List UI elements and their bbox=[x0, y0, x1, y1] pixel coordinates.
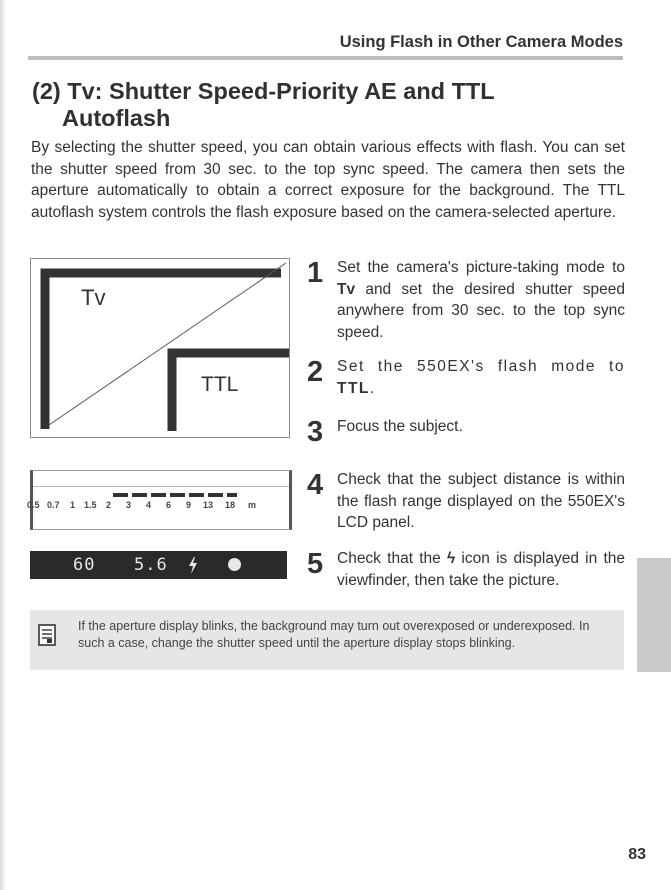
page-number: 83 bbox=[628, 846, 646, 863]
note-box bbox=[30, 610, 624, 670]
scale-label: 0.7 bbox=[47, 500, 60, 510]
scale-label: 2 bbox=[106, 500, 112, 510]
header-rule bbox=[28, 56, 623, 60]
scale-label: 0.5 bbox=[27, 500, 40, 510]
scale-label: 18 bbox=[225, 500, 236, 510]
viewfinder-shutter-speed: 60 bbox=[73, 555, 96, 575]
step-number: 5 bbox=[307, 548, 324, 580]
step-number: 1 bbox=[307, 257, 324, 289]
step-number: 4 bbox=[307, 469, 324, 501]
flash-ready-icon bbox=[188, 557, 198, 574]
step-number: 2 bbox=[307, 356, 324, 388]
step-text: Focus the subject. bbox=[337, 418, 463, 435]
scale-label: m bbox=[248, 500, 257, 510]
section-title bbox=[32, 78, 572, 132]
focus-confirm-icon bbox=[228, 558, 241, 571]
mode-illustration bbox=[30, 258, 290, 438]
scale-label: 6 bbox=[166, 500, 172, 510]
ttl-mode-label: TTL bbox=[201, 373, 239, 396]
flash-icon-glyph: ϟ bbox=[446, 550, 456, 567]
mode-diagram bbox=[31, 259, 289, 437]
scale-label: 3 bbox=[126, 500, 132, 510]
tv-mode-label: Tv bbox=[81, 285, 106, 310]
step-text: Set the 550EX's flash mode to TTL. bbox=[337, 358, 625, 397]
scale-label: 1.5 bbox=[84, 500, 97, 510]
viewfinder-display bbox=[30, 551, 287, 579]
scale-label: 4 bbox=[146, 500, 152, 510]
flash-range-bar bbox=[113, 493, 237, 497]
step-text: Set the camera's picture-taking mode to Tv and set the desired shutter speed anywhere from 30 sec. to the top sync speed. bbox=[337, 259, 625, 341]
step-text: Check that the ϟ icon is displayed in the viewfinder, then take the picture. bbox=[337, 550, 625, 589]
scale-label: 1 bbox=[70, 500, 76, 510]
running-header: Using Flash in Other Camera Modes bbox=[339, 33, 623, 51]
chapter-side-tab bbox=[637, 558, 671, 672]
step-text: Check that the subject distance is within the flash range displayed on the 550EX's LCD panel. bbox=[337, 471, 625, 531]
note-text: If the aperture display blinks, the background may turn out overexposed or underexposed. In such a case, change the shutter speed until the aperture display stops blinking. bbox=[78, 619, 590, 650]
scale-label: 9 bbox=[186, 500, 192, 510]
lcd-divider bbox=[33, 486, 289, 487]
page-binding-edge bbox=[0, 0, 6, 890]
intro-paragraph: By selecting the shutter speed, you can obtain various effects with flash. You can set the shutter speed from 30 sec. to the top sync speed. The camera then sets the aperture automatically to obtain a correct exposure for the background. The TTL autoflash system controls the flash exposure based on the camera-selected aperture. bbox=[31, 139, 625, 221]
viewfinder-aperture: 5.6 bbox=[134, 555, 168, 575]
step-number: 3 bbox=[307, 416, 324, 448]
section-title-line1: (2) Tv: Shutter Speed-Priority AE and TTL bbox=[32, 78, 495, 104]
section-title-line2: Autoflash bbox=[62, 105, 171, 131]
memo-icon bbox=[38, 624, 56, 646]
scale-label: 13 bbox=[203, 500, 214, 510]
